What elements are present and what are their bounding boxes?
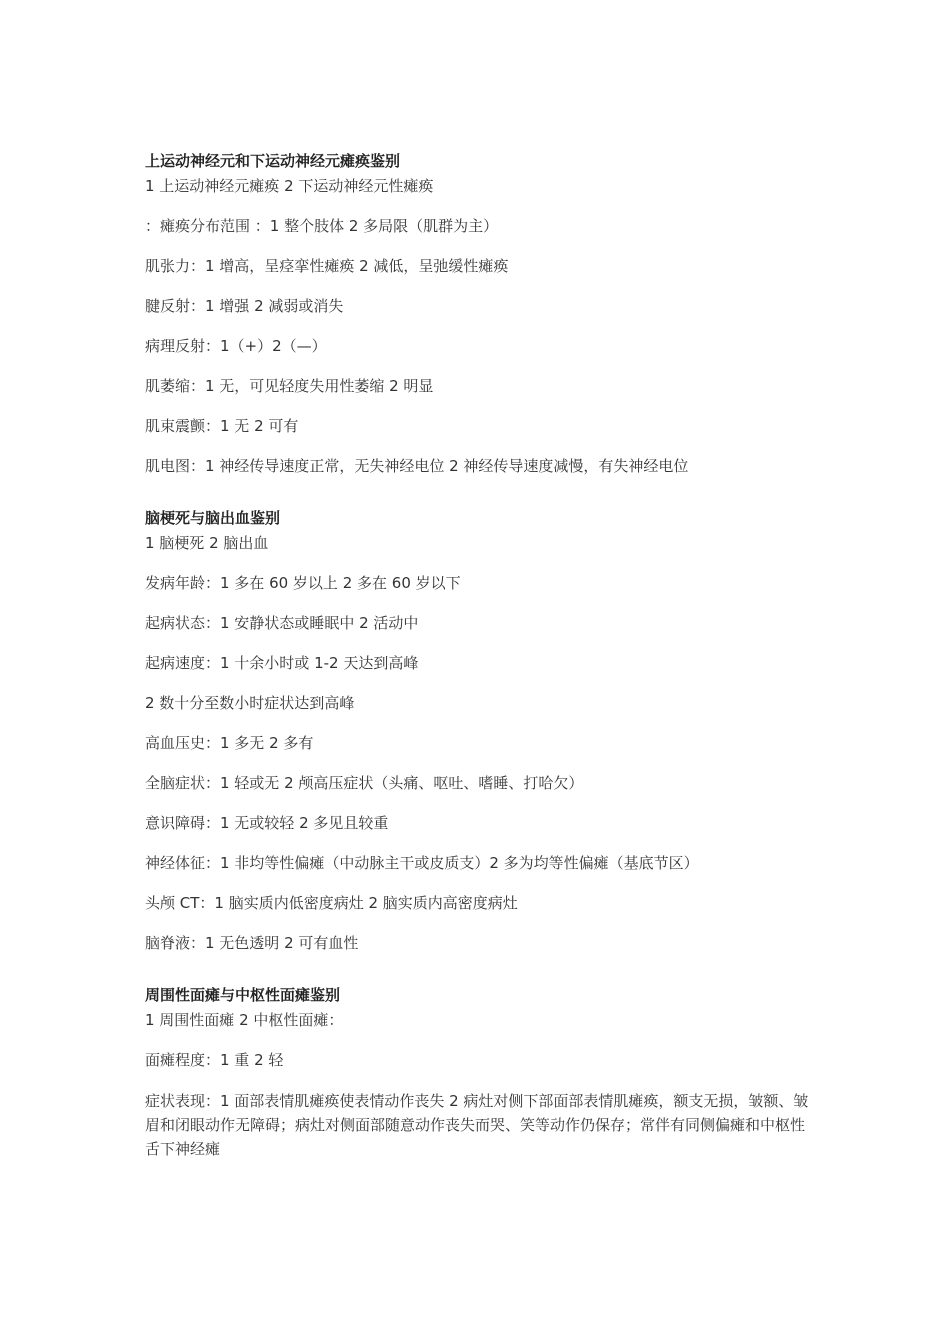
text-line: 病理反射：1（+）2（—） xyxy=(145,337,327,355)
text-line: 意识障碍：1 无或较轻 2 多见且较重 xyxy=(145,814,389,832)
text-line: ：瘫痪分布范围 ：1 整个肢体 2 多局限（肌群为主） xyxy=(145,217,499,235)
text-line: 1 周围性面瘫 2 中枢性面瘫： xyxy=(145,1011,344,1029)
text-line: 面瘫程度：1 重 2 轻 xyxy=(145,1051,284,1069)
text-line: 肌张力：1 增高，呈痉挛性瘫痪 2 减低，呈弛缓性瘫痪 xyxy=(145,257,509,275)
text-line: 1 脑梗死 2 脑出血 xyxy=(145,534,269,552)
text-line: 发病年龄：1 多在 60 岁以上 2 多在 60 岁以下 xyxy=(145,574,461,592)
section-peripheral-vs-central-facial-palsy xyxy=(145,984,815,1161)
text-line: 高血压史：1 多无 2 多有 xyxy=(145,734,314,752)
section-infarction-vs-hemorrhage xyxy=(145,507,815,954)
section-upper-lower-motor-neuron xyxy=(145,150,815,477)
text-line: 脑脊液：1 无色透明 2 可有血性 xyxy=(145,934,359,952)
text-line: 2 数十分至数小时症状达到高峰 xyxy=(145,694,355,712)
section-title: 脑梗死与脑出血鉴别 xyxy=(145,509,281,527)
text-line: 起病速度：1 十余小时或 1-2 天达到高峰 xyxy=(145,654,419,672)
text-line: 肌电图：1 神经传导速度正常，无失神经电位 2 神经传导速度减慢，有失神经电位 xyxy=(145,457,689,475)
text-line: 腱反射：1 增强 2 减弱或消失 xyxy=(145,297,344,315)
section-title: 上运动神经元和下运动神经元瘫痪鉴别 xyxy=(145,152,401,170)
text-line: 肌萎缩：1 无，可见轻度失用性萎缩 2 明显 xyxy=(145,377,434,395)
text-line: 1 上运动神经元瘫痪 2 下运动神经元性瘫痪 xyxy=(145,177,434,195)
text-paragraph: 症状表现：1 面部表情肌瘫痪使表情动作丧失 2 病灶对侧下部面部表情肌瘫痪，额支无损，皱额、皱眉和闭眼动作无障碍；病灶对侧面部随意动作丧失而哭、笑等动作仍保存；常伴有同侧偏瘫和中枢性舌下神经瘫 xyxy=(145,1092,809,1158)
text-line: 全脑症状：1 轻或无 2 颅高压症状（头痛、呕吐、嗜睡、打哈欠） xyxy=(145,774,584,792)
text-line: 头颅 CT：1 脑实质内低密度病灶 2 脑实质内高密度病灶 xyxy=(145,894,518,912)
section-title: 周围性面瘫与中枢性面瘫鉴别 xyxy=(145,986,341,1004)
text-line: 起病状态：1 安静状态或睡眠中 2 活动中 xyxy=(145,614,419,632)
document-body xyxy=(145,150,815,1191)
text-line: 肌束震颤：1 无 2 可有 xyxy=(145,417,299,435)
text-line: 神经体征：1 非均等性偏瘫（中动脉主干或皮质支）2 多为均等性偏瘫（基底节区） xyxy=(145,854,699,872)
